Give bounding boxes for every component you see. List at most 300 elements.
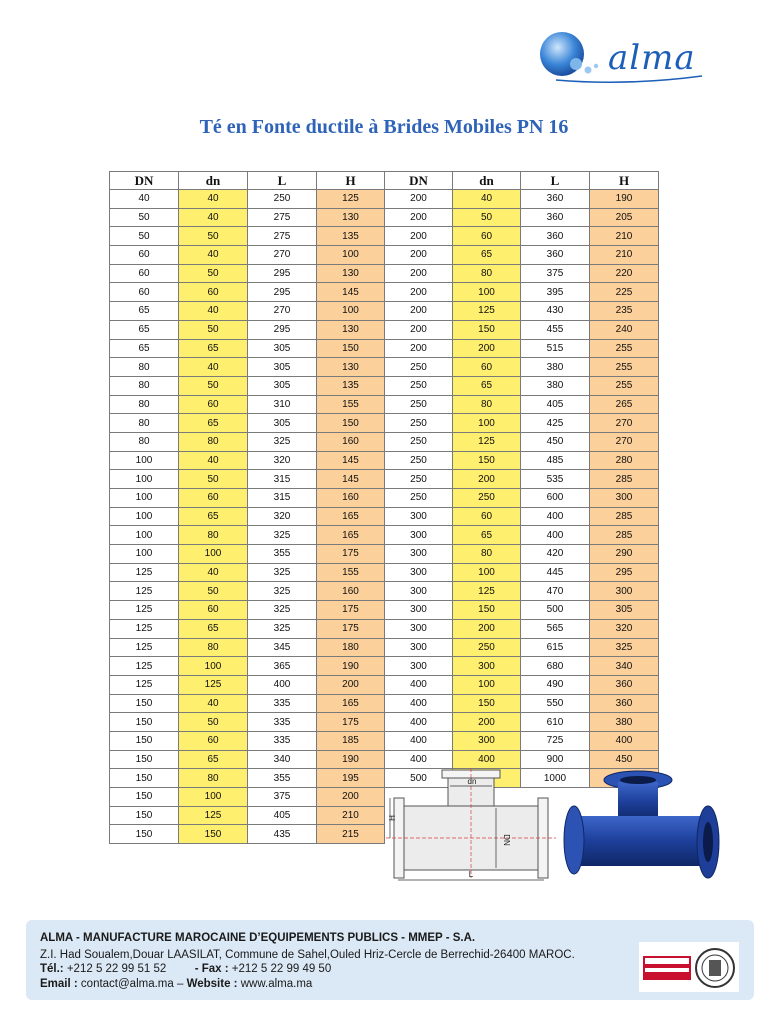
cell-dn: 125 xyxy=(110,638,179,657)
cell-l: 325 xyxy=(248,582,317,601)
cell-dn: 100 xyxy=(110,507,179,526)
cell-dn-small: 80 xyxy=(179,638,248,657)
cell-dn-small: 65 xyxy=(453,376,521,395)
email-link[interactable]: contact@alma.ma xyxy=(80,978,174,990)
cell-l: 275 xyxy=(248,227,317,246)
cell-dn: 300 xyxy=(385,638,453,657)
cell-dn: 250 xyxy=(385,358,453,377)
cell-dn: 200 xyxy=(385,283,453,302)
fax-value: +212 5 22 99 49 50 xyxy=(231,963,332,975)
cell-dn: 400 xyxy=(385,731,453,750)
footer-phone-fax xyxy=(40,963,331,975)
cell-h: 285 xyxy=(590,507,659,526)
table-row xyxy=(385,339,659,358)
email-label: Email : xyxy=(40,978,78,990)
cell-h: 255 xyxy=(590,358,659,377)
cell-l: 450 xyxy=(521,432,590,451)
cell-h: 145 xyxy=(317,283,385,302)
cell-l: 535 xyxy=(521,470,590,489)
cell-dn: 150 xyxy=(110,788,179,807)
tel-label: Tél.: xyxy=(40,963,64,975)
cell-dn: 50 xyxy=(110,208,179,227)
cell-dn-small: 65 xyxy=(179,750,248,769)
cell-l: 315 xyxy=(248,470,317,489)
cell-dn: 125 xyxy=(110,563,179,582)
cell-dn-small: 50 xyxy=(179,376,248,395)
table-row xyxy=(385,246,659,265)
table-row xyxy=(385,451,659,470)
cell-dn-small: 50 xyxy=(179,320,248,339)
table-row xyxy=(110,451,385,470)
cell-h: 130 xyxy=(317,264,385,283)
cell-dn: 125 xyxy=(110,657,179,676)
drawing-label-dn: dn xyxy=(467,777,477,786)
cell-l: 270 xyxy=(248,302,317,321)
table-header-row xyxy=(385,172,659,190)
cell-dn-small: 50 xyxy=(179,582,248,601)
cell-h: 165 xyxy=(317,526,385,545)
cell-l: 400 xyxy=(521,526,590,545)
table-row xyxy=(110,358,385,377)
table-row xyxy=(110,694,385,713)
cell-dn: 100 xyxy=(110,545,179,564)
table-row xyxy=(110,489,385,508)
cell-dn-small: 100 xyxy=(453,283,521,302)
cell-dn-small: 80 xyxy=(453,264,521,283)
cell-dn: 200 xyxy=(385,246,453,265)
table-row xyxy=(110,227,385,246)
cell-h: 135 xyxy=(317,376,385,395)
header-dn-small: dn xyxy=(179,172,248,190)
cell-dn-small: 80 xyxy=(453,545,521,564)
cell-h: 165 xyxy=(317,694,385,713)
cell-dn: 400 xyxy=(385,750,453,769)
cell-dn: 200 xyxy=(385,190,453,209)
tel-value: +212 5 22 99 51 52 xyxy=(66,963,167,975)
cell-h: 130 xyxy=(317,358,385,377)
cell-dn: 150 xyxy=(110,713,179,732)
cell-dn: 80 xyxy=(110,432,179,451)
cell-h: 200 xyxy=(317,675,385,694)
cell-h: 450 xyxy=(590,750,659,769)
cell-h: 240 xyxy=(590,320,659,339)
table-row xyxy=(385,507,659,526)
cell-h: 205 xyxy=(590,208,659,227)
cell-dn-small: 200 xyxy=(453,713,521,732)
cell-dn-small: 150 xyxy=(453,694,521,713)
cell-h: 160 xyxy=(317,432,385,451)
header-dn: DN xyxy=(110,172,179,190)
cell-l: 485 xyxy=(521,451,590,470)
table-row xyxy=(110,283,385,302)
cell-dn: 250 xyxy=(385,414,453,433)
table-row xyxy=(110,414,385,433)
table-row xyxy=(385,432,659,451)
cell-dn: 300 xyxy=(385,619,453,638)
table-row xyxy=(385,731,659,750)
cell-h: 160 xyxy=(317,582,385,601)
cell-dn: 40 xyxy=(110,190,179,209)
cell-dn: 300 xyxy=(385,601,453,620)
cell-dn-small: 40 xyxy=(179,208,248,227)
cell-dn-small: 125 xyxy=(453,302,521,321)
table-row xyxy=(385,264,659,283)
cell-h: 225 xyxy=(590,283,659,302)
cell-dn-small: 300 xyxy=(453,657,521,676)
cell-l: 275 xyxy=(248,208,317,227)
cell-dn: 60 xyxy=(110,246,179,265)
footer-contact xyxy=(40,978,312,990)
cell-l: 515 xyxy=(521,339,590,358)
cell-h: 195 xyxy=(317,769,385,788)
cell-h: 160 xyxy=(317,489,385,508)
table-row xyxy=(385,694,659,713)
cell-l: 610 xyxy=(521,713,590,732)
cell-l: 405 xyxy=(248,806,317,825)
cell-dn-small: 60 xyxy=(179,601,248,620)
cell-dn-small: 200 xyxy=(453,470,521,489)
cell-l: 725 xyxy=(521,731,590,750)
cell-l: 325 xyxy=(248,526,317,545)
table-row xyxy=(385,713,659,732)
cell-l: 335 xyxy=(248,694,317,713)
cell-l: 295 xyxy=(248,264,317,283)
table-row xyxy=(385,750,659,769)
table-row xyxy=(385,208,659,227)
website-link[interactable]: www.alma.ma xyxy=(240,978,313,990)
logo-text: alma xyxy=(608,38,696,78)
header-l: L xyxy=(248,172,317,190)
cell-l: 550 xyxy=(521,694,590,713)
cell-dn: 125 xyxy=(110,675,179,694)
cell-dn: 150 xyxy=(110,825,179,844)
table-row xyxy=(110,246,385,265)
cell-l: 355 xyxy=(248,545,317,564)
cell-dn-small: 40 xyxy=(453,190,521,209)
cell-l: 490 xyxy=(521,675,590,694)
cell-dn-small: 100 xyxy=(179,788,248,807)
table-row xyxy=(110,731,385,750)
cell-h: 180 xyxy=(317,638,385,657)
cell-h: 150 xyxy=(317,414,385,433)
cell-l: 615 xyxy=(521,638,590,657)
cell-l: 405 xyxy=(521,395,590,414)
cell-dn: 60 xyxy=(110,264,179,283)
cell-l: 315 xyxy=(248,489,317,508)
table-row xyxy=(110,825,385,844)
table-row xyxy=(385,320,659,339)
table-row xyxy=(385,657,659,676)
cell-l: 270 xyxy=(248,246,317,265)
cell-l: 435 xyxy=(248,825,317,844)
cell-h: 300 xyxy=(590,489,659,508)
cell-dn-small: 50 xyxy=(179,227,248,246)
table-row xyxy=(385,601,659,620)
cell-l: 325 xyxy=(248,563,317,582)
cell-dn-small: 40 xyxy=(179,246,248,265)
table-row xyxy=(110,601,385,620)
table-row xyxy=(110,619,385,638)
cell-l: 455 xyxy=(521,320,590,339)
cell-l: 400 xyxy=(521,507,590,526)
table-row xyxy=(110,264,385,283)
cell-h: 270 xyxy=(590,432,659,451)
table-row xyxy=(385,638,659,657)
drawing-label-dn-vertical: DN xyxy=(502,834,511,846)
table-row xyxy=(110,788,385,807)
website-label: Website : xyxy=(186,978,238,990)
cell-h: 290 xyxy=(590,545,659,564)
table-row xyxy=(385,302,659,321)
cell-l: 335 xyxy=(248,731,317,750)
table-row xyxy=(385,283,659,302)
table-row xyxy=(110,638,385,657)
cell-h: 190 xyxy=(590,190,659,209)
header-dn: DN xyxy=(385,172,453,190)
cell-l: 335 xyxy=(248,713,317,732)
cell-dn: 100 xyxy=(110,489,179,508)
cell-l: 425 xyxy=(521,414,590,433)
cell-h: 325 xyxy=(590,638,659,657)
cell-dn: 200 xyxy=(385,339,453,358)
table-row xyxy=(110,545,385,564)
cell-dn-small: 60 xyxy=(179,731,248,750)
cell-dn-small: 100 xyxy=(179,657,248,676)
cell-dn: 65 xyxy=(110,302,179,321)
cell-dn-small: 400 xyxy=(453,750,521,769)
cell-dn-small: 50 xyxy=(179,470,248,489)
table-row xyxy=(385,190,659,209)
cell-dn: 250 xyxy=(385,376,453,395)
cell-h: 175 xyxy=(317,713,385,732)
cell-l: 305 xyxy=(248,376,317,395)
cell-h: 125 xyxy=(317,190,385,209)
cell-h: 340 xyxy=(590,657,659,676)
cell-h: 135 xyxy=(317,227,385,246)
cell-dn-small: 100 xyxy=(453,675,521,694)
cell-h: 130 xyxy=(317,320,385,339)
cell-dn-small: 65 xyxy=(179,619,248,638)
cell-dn-small: 250 xyxy=(453,489,521,508)
cell-h: 215 xyxy=(317,825,385,844)
cell-l: 360 xyxy=(521,190,590,209)
table-row xyxy=(110,526,385,545)
table-row xyxy=(110,675,385,694)
cell-dn: 60 xyxy=(110,283,179,302)
cell-dn: 400 xyxy=(385,713,453,732)
cell-dn: 300 xyxy=(385,563,453,582)
cell-l: 420 xyxy=(521,545,590,564)
cell-h: 200 xyxy=(317,788,385,807)
certification-logo xyxy=(639,942,739,992)
cell-l: 295 xyxy=(248,283,317,302)
table-row xyxy=(385,227,659,246)
tee-fitting-image xyxy=(558,770,724,898)
cell-dn-small: 50 xyxy=(179,264,248,283)
cell-dn-small: 60 xyxy=(453,227,521,246)
cell-dn-small: 60 xyxy=(179,283,248,302)
cell-h: 285 xyxy=(590,526,659,545)
cell-dn-small: 60 xyxy=(453,358,521,377)
cell-dn: 80 xyxy=(110,358,179,377)
cell-dn-small: 300 xyxy=(453,731,521,750)
cell-dn-small: 100 xyxy=(453,563,521,582)
cell-h: 185 xyxy=(317,731,385,750)
cell-dn: 125 xyxy=(110,619,179,638)
cell-dn: 200 xyxy=(385,208,453,227)
cell-h: 235 xyxy=(590,302,659,321)
table-row xyxy=(110,806,385,825)
cell-dn-small: 65 xyxy=(179,339,248,358)
table-row xyxy=(110,339,385,358)
cell-dn: 250 xyxy=(385,470,453,489)
cell-h: 280 xyxy=(590,451,659,470)
table-row xyxy=(110,563,385,582)
table-row xyxy=(110,376,385,395)
cell-dn: 80 xyxy=(110,376,179,395)
cell-dn-small: 65 xyxy=(179,507,248,526)
cell-h: 175 xyxy=(317,545,385,564)
cell-dn: 300 xyxy=(385,545,453,564)
cell-dn: 125 xyxy=(110,601,179,620)
cell-l: 325 xyxy=(248,432,317,451)
cell-dn-small: 60 xyxy=(179,395,248,414)
cell-dn-small: 65 xyxy=(453,526,521,545)
table-row xyxy=(110,320,385,339)
cell-dn: 300 xyxy=(385,582,453,601)
table-row xyxy=(385,675,659,694)
header-h: H xyxy=(317,172,385,190)
table-row xyxy=(110,769,385,788)
cell-h: 220 xyxy=(590,264,659,283)
cell-dn-small: 80 xyxy=(179,432,248,451)
cell-h: 150 xyxy=(317,339,385,358)
table-row xyxy=(110,432,385,451)
cell-l: 310 xyxy=(248,395,317,414)
cell-dn-small: 40 xyxy=(179,358,248,377)
cell-h: 190 xyxy=(317,750,385,769)
cell-dn-small: 80 xyxy=(179,526,248,545)
cell-l: 680 xyxy=(521,657,590,676)
footer-company: ALMA - MANUFACTURE MAROCAINE D’EQUIPEMENTS PUBLICS - MMEP - S.A. xyxy=(40,932,476,944)
table-row xyxy=(110,395,385,414)
cell-dn-small: 80 xyxy=(179,769,248,788)
cell-dn-small: 200 xyxy=(453,339,521,358)
cell-h: 255 xyxy=(590,339,659,358)
cell-dn: 100 xyxy=(110,526,179,545)
cell-dn-small: 100 xyxy=(453,414,521,433)
cell-dn-small: 150 xyxy=(179,825,248,844)
cell-h: 360 xyxy=(590,675,659,694)
cell-h: 155 xyxy=(317,563,385,582)
cell-dn-small: 65 xyxy=(453,246,521,265)
cell-h: 190 xyxy=(317,657,385,676)
cell-dn: 65 xyxy=(110,339,179,358)
cell-dn-small: 40 xyxy=(179,694,248,713)
table-row xyxy=(110,302,385,321)
table-row xyxy=(385,489,659,508)
cell-dn-small: 125 xyxy=(179,675,248,694)
cell-dn: 150 xyxy=(110,769,179,788)
fax-label: - Fax : xyxy=(194,963,229,975)
footer-address: Z.I. Had Soualem,Douar LAASILAT, Commune de Sahel,Ouled Hriz-Cercle de Berrechid-26400 MAROC. xyxy=(40,949,575,961)
cell-dn: 150 xyxy=(110,731,179,750)
table-row xyxy=(385,470,659,489)
cell-dn-small: 40 xyxy=(179,563,248,582)
cell-dn-small: 40 xyxy=(179,190,248,209)
cell-h: 255 xyxy=(590,376,659,395)
cell-dn: 250 xyxy=(385,451,453,470)
cell-dn: 100 xyxy=(110,470,179,489)
cell-dn-small: 250 xyxy=(453,638,521,657)
cell-h: 165 xyxy=(317,507,385,526)
cell-dn-small: 150 xyxy=(453,601,521,620)
cell-dn-small: 40 xyxy=(179,451,248,470)
cell-dn-small: 65 xyxy=(179,414,248,433)
cell-dn: 300 xyxy=(385,507,453,526)
cell-l: 470 xyxy=(521,582,590,601)
table-row xyxy=(385,414,659,433)
table-row xyxy=(110,208,385,227)
cell-l: 445 xyxy=(521,563,590,582)
cell-dn: 300 xyxy=(385,657,453,676)
table-row xyxy=(110,507,385,526)
cell-h: 285 xyxy=(590,470,659,489)
cell-l: 320 xyxy=(248,507,317,526)
cell-l: 325 xyxy=(248,619,317,638)
cell-dn-small: 150 xyxy=(453,320,521,339)
cell-l: 305 xyxy=(248,339,317,358)
cell-h: 320 xyxy=(590,619,659,638)
cell-l: 325 xyxy=(248,601,317,620)
table-row xyxy=(385,582,659,601)
cell-dn: 500 xyxy=(385,769,453,788)
cell-l: 380 xyxy=(521,358,590,377)
cell-l: 900 xyxy=(521,750,590,769)
cell-h: 305 xyxy=(590,601,659,620)
table-row xyxy=(110,190,385,209)
table-row xyxy=(385,563,659,582)
header-dn-small: dn xyxy=(453,172,521,190)
table-row xyxy=(110,750,385,769)
cell-dn: 300 xyxy=(385,526,453,545)
cell-dn: 250 xyxy=(385,432,453,451)
cell-h: 300 xyxy=(590,582,659,601)
cell-l: 295 xyxy=(248,320,317,339)
cell-l: 320 xyxy=(248,451,317,470)
cell-l: 1000 xyxy=(521,769,590,788)
cell-h: 210 xyxy=(590,246,659,265)
dimensions-table-left xyxy=(109,171,385,844)
table-header-row xyxy=(110,172,385,190)
tee-technical-drawing xyxy=(386,768,556,886)
cell-h: 360 xyxy=(590,694,659,713)
cell-dn-small: 60 xyxy=(179,489,248,508)
cell-l: 375 xyxy=(521,264,590,283)
cell-dn-small: 50 xyxy=(453,208,521,227)
cell-l: 305 xyxy=(248,358,317,377)
cell-dn-small: 80 xyxy=(453,395,521,414)
cell-l: 395 xyxy=(521,283,590,302)
table-row xyxy=(110,713,385,732)
cell-dn: 65 xyxy=(110,320,179,339)
cell-dn-small: 50 xyxy=(179,713,248,732)
cell-l: 360 xyxy=(521,208,590,227)
cell-h: 145 xyxy=(317,470,385,489)
cell-h: 100 xyxy=(317,302,385,321)
cell-dn-small: 100 xyxy=(179,545,248,564)
cell-dn: 100 xyxy=(110,451,179,470)
